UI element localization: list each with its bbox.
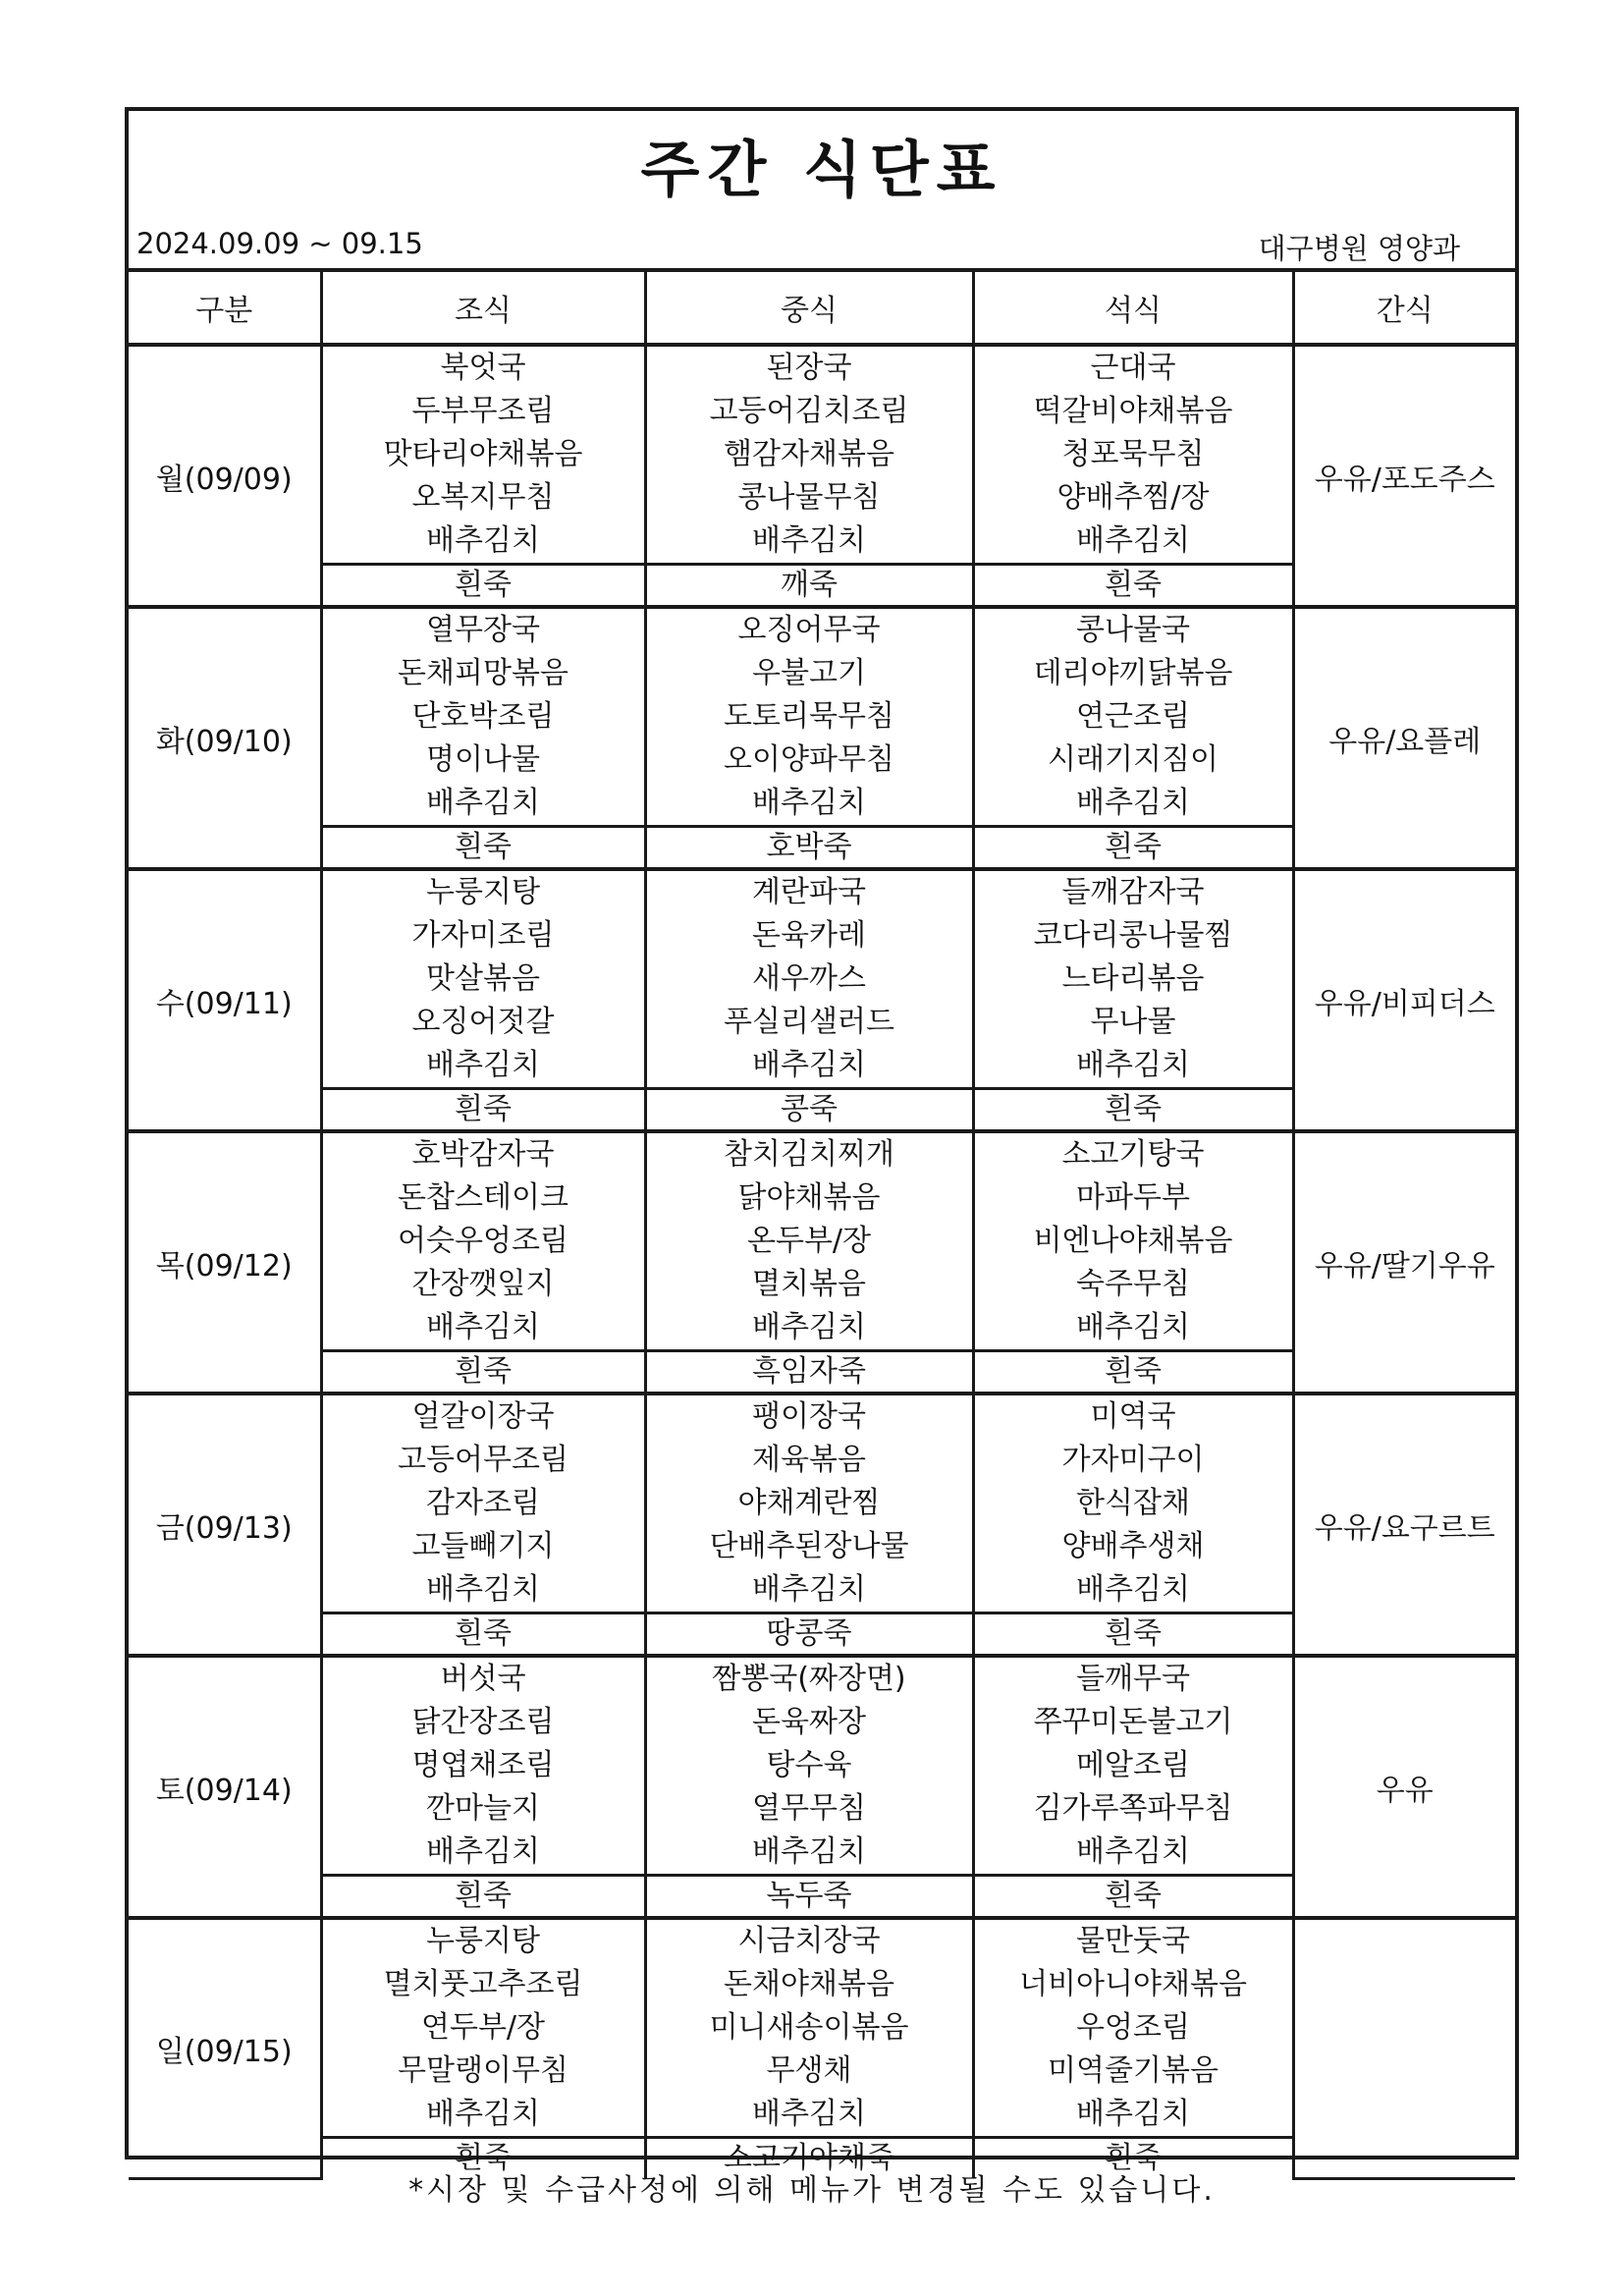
day-label: 화(09/10) bbox=[129, 607, 321, 869]
dish-item: 배추김치 bbox=[752, 523, 866, 558]
day-label: 토(09/14) bbox=[129, 1656, 321, 1918]
dish-item: 우불고기 bbox=[752, 656, 866, 690]
dish-item: 명엽채조림 bbox=[411, 1748, 555, 1782]
dish-item: 팽이장국 bbox=[752, 1399, 866, 1434]
dish-item: 연근조림 bbox=[1076, 699, 1190, 734]
dinner-porridge: 흰죽 bbox=[973, 1089, 1293, 1132]
dish-item: 돈육짜장 bbox=[752, 1705, 866, 1739]
lunch-dishes bbox=[645, 607, 973, 827]
dish-item: 배추김치 bbox=[426, 1834, 540, 1869]
dish-item: 무나물 bbox=[1090, 1005, 1176, 1039]
breakfast-dishes bbox=[321, 607, 645, 827]
dish-item: 메알조림 bbox=[1076, 1748, 1190, 1782]
dish-item: 배추김치 bbox=[426, 2097, 540, 2131]
dish-item: 얼갈이장국 bbox=[411, 1399, 555, 1434]
dish-item: 고등어김치조림 bbox=[709, 394, 909, 428]
dish-item: 단배추된장나물 bbox=[709, 1529, 909, 1563]
dish-item: 맛살볶음 bbox=[426, 961, 540, 996]
dish-item: 열무장국 bbox=[426, 613, 540, 647]
dish-item: 열무무침 bbox=[752, 1791, 866, 1826]
dish-item: 배추김치 bbox=[1076, 523, 1190, 558]
weekly-menu-table bbox=[129, 268, 1515, 2180]
breakfast-porridge: 흰죽 bbox=[321, 1089, 645, 1132]
dish-item: 배추김치 bbox=[752, 1572, 866, 1607]
dish-item: 배추김치 bbox=[426, 523, 540, 558]
dish-item: 배추김치 bbox=[1076, 1048, 1190, 1082]
snack-cell: 우유 bbox=[1293, 1656, 1515, 1918]
snack-cell: 우유/딸기우유 bbox=[1293, 1131, 1515, 1394]
header-row bbox=[129, 270, 1515, 345]
dinner-dishes bbox=[973, 345, 1293, 565]
dish-item: 오징어젓갈 bbox=[411, 1005, 555, 1039]
day-label: 월(09/09) bbox=[129, 345, 321, 607]
dish-item: 숙주무침 bbox=[1076, 1267, 1190, 1301]
lunch-porridge: 소고기야채죽 bbox=[645, 2138, 973, 2179]
dish-item: 우엉조림 bbox=[1076, 2010, 1190, 2045]
dinner-dishes bbox=[973, 1918, 1293, 2138]
dish-item: 양배추찜/장 bbox=[1056, 480, 1210, 515]
day-row bbox=[129, 345, 1515, 565]
day-row bbox=[129, 1131, 1515, 1351]
day-label: 금(09/13) bbox=[129, 1394, 321, 1656]
lunch-dishes bbox=[645, 869, 973, 1089]
dish-item: 햄감자채볶음 bbox=[724, 437, 894, 471]
dish-item: 청포묵무침 bbox=[1061, 437, 1205, 471]
dinner-porridge: 흰죽 bbox=[973, 827, 1293, 870]
dish-item: 닭야채볶음 bbox=[737, 1180, 881, 1215]
col-header-lunch: 중식 bbox=[645, 270, 973, 345]
dish-item: 도토리묵무침 bbox=[724, 699, 894, 734]
dish-item: 가자미조림 bbox=[411, 918, 555, 953]
dish-item: 들깨무국 bbox=[1076, 1662, 1190, 1696]
breakfast-porridge: 흰죽 bbox=[321, 1613, 645, 1657]
dinner-dishes bbox=[973, 869, 1293, 1089]
lunch-dishes bbox=[645, 1131, 973, 1351]
dish-item: 너비아니야채볶음 bbox=[1019, 1967, 1247, 2001]
dish-item: 제육볶음 bbox=[752, 1443, 866, 1477]
snack-cell: 우유/요구르트 bbox=[1293, 1394, 1515, 1656]
dish-item: 오이양파무침 bbox=[724, 742, 894, 777]
dish-item: 마파두부 bbox=[1076, 1180, 1190, 1215]
day-row bbox=[129, 607, 1515, 827]
dinner-porridge: 흰죽 bbox=[973, 1613, 1293, 1657]
dish-item: 배추김치 bbox=[426, 1048, 540, 1082]
lunch-porridge: 녹두죽 bbox=[645, 1876, 973, 1919]
breakfast-porridge: 흰죽 bbox=[321, 2138, 645, 2179]
dish-item: 무말랭이무침 bbox=[398, 2053, 568, 2088]
breakfast-dishes bbox=[321, 869, 645, 1089]
dish-item: 명이나물 bbox=[426, 742, 540, 777]
dish-item: 미니새송이볶음 bbox=[709, 2010, 909, 2045]
dish-item: 배추김치 bbox=[426, 1572, 540, 1607]
department-name: 대구병원 영양과 bbox=[1258, 232, 1460, 265]
dish-item: 배추김치 bbox=[1076, 1834, 1190, 1869]
dish-item: 탕수육 bbox=[766, 1748, 852, 1782]
dish-item: 배추김치 bbox=[426, 1310, 540, 1344]
dish-item: 누룽지탕 bbox=[426, 1924, 540, 1958]
dish-item: 김가루쪽파무침 bbox=[1033, 1791, 1233, 1826]
dish-item: 두부무조림 bbox=[411, 394, 555, 428]
dish-item: 돈채피망볶음 bbox=[398, 656, 568, 690]
dinner-porridge: 흰죽 bbox=[973, 565, 1293, 608]
breakfast-dishes bbox=[321, 345, 645, 565]
dish-item: 북엇국 bbox=[440, 351, 526, 385]
dish-item: 감자조림 bbox=[426, 1486, 540, 1520]
dish-item: 코다리콩나물찜 bbox=[1033, 918, 1233, 953]
dish-item: 배추김치 bbox=[426, 786, 540, 820]
dish-item: 맛타리야채볶음 bbox=[383, 437, 583, 471]
dinner-dishes bbox=[973, 1656, 1293, 1876]
dish-item: 야채계란찜 bbox=[737, 1486, 881, 1520]
dish-item: 버섯국 bbox=[440, 1662, 526, 1696]
dinner-porridge: 흰죽 bbox=[973, 1876, 1293, 1919]
breakfast-porridge: 흰죽 bbox=[321, 827, 645, 870]
snack-cell: 우유/포도주스 bbox=[1293, 345, 1515, 607]
col-header-snack: 간식 bbox=[1293, 270, 1515, 345]
dish-item: 무생채 bbox=[766, 2053, 852, 2088]
dish-item: 계란파국 bbox=[752, 875, 866, 909]
dish-item: 돈육카레 bbox=[752, 918, 866, 953]
day-label: 일(09/15) bbox=[129, 1918, 321, 2178]
dish-item: 고들빼기지 bbox=[411, 1529, 555, 1563]
date-range: 2024.09.09 ~ 09.15 bbox=[136, 227, 423, 260]
dinner-porridge: 흰죽 bbox=[973, 1351, 1293, 1394]
dish-item: 짬뽕국(짜장면) bbox=[712, 1662, 906, 1696]
dish-item: 소고기탕국 bbox=[1061, 1137, 1205, 1172]
dish-item: 푸실리샐러드 bbox=[724, 1005, 894, 1039]
dish-item: 양배추생채 bbox=[1061, 1529, 1205, 1563]
footnote: *시장 및 수급사정에 의해 메뉴가 변경될 수도 있습니다. bbox=[408, 2173, 1216, 2208]
breakfast-porridge: 흰죽 bbox=[321, 565, 645, 608]
dish-item: 오징어무국 bbox=[737, 613, 881, 647]
dish-item: 돈찹스테이크 bbox=[398, 1180, 568, 1215]
day-row bbox=[129, 869, 1515, 1089]
dish-item: 데리야끼닭볶음 bbox=[1033, 656, 1233, 690]
dish-item: 배추김치 bbox=[1076, 786, 1190, 820]
dish-item: 배추김치 bbox=[752, 2097, 866, 2131]
lunch-porridge: 호박죽 bbox=[645, 827, 973, 870]
lunch-porridge: 흑임자죽 bbox=[645, 1351, 973, 1394]
dish-item: 느타리볶음 bbox=[1061, 961, 1205, 996]
dish-item: 배추김치 bbox=[1076, 1310, 1190, 1344]
day-row bbox=[129, 1656, 1515, 1876]
dinner-dishes bbox=[973, 1131, 1293, 1351]
breakfast-dishes bbox=[321, 1131, 645, 1351]
col-header-breakfast: 조식 bbox=[321, 270, 645, 345]
dish-item: 시금치장국 bbox=[737, 1924, 881, 1958]
dish-item: 들깨감자국 bbox=[1061, 875, 1205, 909]
snack-cell: 우유/요플레 bbox=[1293, 607, 1515, 869]
lunch-dishes bbox=[645, 1394, 973, 1613]
dish-item: 배추김치 bbox=[752, 786, 866, 820]
dish-item: 돈채야채볶음 bbox=[724, 1967, 894, 2001]
dish-item: 떡갈비야채볶음 bbox=[1033, 394, 1233, 428]
lunch-porridge: 깨죽 bbox=[645, 565, 973, 608]
dish-item: 멸치풋고추조림 bbox=[383, 1967, 583, 2001]
lunch-dishes bbox=[645, 345, 973, 565]
dish-item: 가자미구이 bbox=[1061, 1443, 1205, 1477]
day-row bbox=[129, 1918, 1515, 2138]
dish-item: 배추김치 bbox=[752, 1834, 866, 1869]
breakfast-dishes bbox=[321, 1918, 645, 2138]
dish-item: 쭈꾸미돈불고기 bbox=[1033, 1705, 1233, 1739]
dish-item: 미역국 bbox=[1090, 1399, 1176, 1434]
day-label: 목(09/12) bbox=[129, 1131, 321, 1394]
dish-item: 비엔나야채볶음 bbox=[1033, 1224, 1233, 1258]
dish-item: 닭간장조림 bbox=[411, 1705, 555, 1739]
col-header-dinner: 석식 bbox=[973, 270, 1293, 345]
dish-item: 단호박조림 bbox=[411, 699, 555, 734]
col-header-category: 구분 bbox=[129, 270, 321, 345]
lunch-porridge: 땅콩죽 bbox=[645, 1613, 973, 1657]
dinner-dishes bbox=[973, 607, 1293, 827]
day-label: 수(09/11) bbox=[129, 869, 321, 1131]
dish-item: 고등어무조림 bbox=[398, 1443, 568, 1477]
dish-item: 물만둣국 bbox=[1076, 1924, 1190, 1958]
dish-item: 한식잡채 bbox=[1076, 1486, 1190, 1520]
dish-item: 오복지무침 bbox=[411, 480, 555, 515]
dish-item: 깐마늘지 bbox=[426, 1791, 540, 1826]
lunch-dishes bbox=[645, 1656, 973, 1876]
dish-item: 배추김치 bbox=[752, 1048, 866, 1082]
dish-item: 호박감자국 bbox=[411, 1137, 555, 1172]
breakfast-porridge: 흰죽 bbox=[321, 1876, 645, 1919]
dish-item: 미역줄기볶음 bbox=[1048, 2053, 1218, 2088]
dish-item: 콩나물무침 bbox=[737, 480, 881, 515]
dish-item: 온두부/장 bbox=[746, 1224, 872, 1258]
lunch-porridge: 콩죽 bbox=[645, 1089, 973, 1132]
dish-item: 된장국 bbox=[766, 351, 852, 385]
dish-item: 시래기지짐이 bbox=[1048, 742, 1218, 777]
dish-item: 멸치볶음 bbox=[752, 1267, 866, 1301]
dish-item: 간장깻잎지 bbox=[411, 1267, 555, 1301]
dish-item: 배추김치 bbox=[1076, 2097, 1190, 2131]
breakfast-dishes bbox=[321, 1656, 645, 1876]
lunch-dishes bbox=[645, 1918, 973, 2138]
day-row bbox=[129, 1394, 1515, 1613]
dish-item: 어슷우엉조림 bbox=[398, 1224, 568, 1258]
dish-item: 배추김치 bbox=[752, 1310, 866, 1344]
dish-item: 근대국 bbox=[1090, 351, 1176, 385]
dinner-porridge: 흰죽 bbox=[973, 2138, 1293, 2179]
breakfast-porridge: 흰죽 bbox=[321, 1351, 645, 1394]
dish-item: 콩나물국 bbox=[1076, 613, 1190, 647]
snack-cell bbox=[1293, 1918, 1515, 2178]
dinner-dishes bbox=[973, 1394, 1293, 1613]
snack-cell: 우유/비피더스 bbox=[1293, 869, 1515, 1131]
dish-item: 배추김치 bbox=[1076, 1572, 1190, 1607]
page-title: 주간 식단표 bbox=[640, 134, 1003, 205]
dish-item: 새우까스 bbox=[752, 961, 866, 996]
dish-item: 참치김치찌개 bbox=[724, 1137, 894, 1172]
breakfast-dishes bbox=[321, 1394, 645, 1613]
dish-item: 연두부/장 bbox=[420, 2010, 546, 2045]
dish-item: 누룽지탕 bbox=[426, 875, 540, 909]
menu-frame bbox=[125, 107, 1519, 2175]
